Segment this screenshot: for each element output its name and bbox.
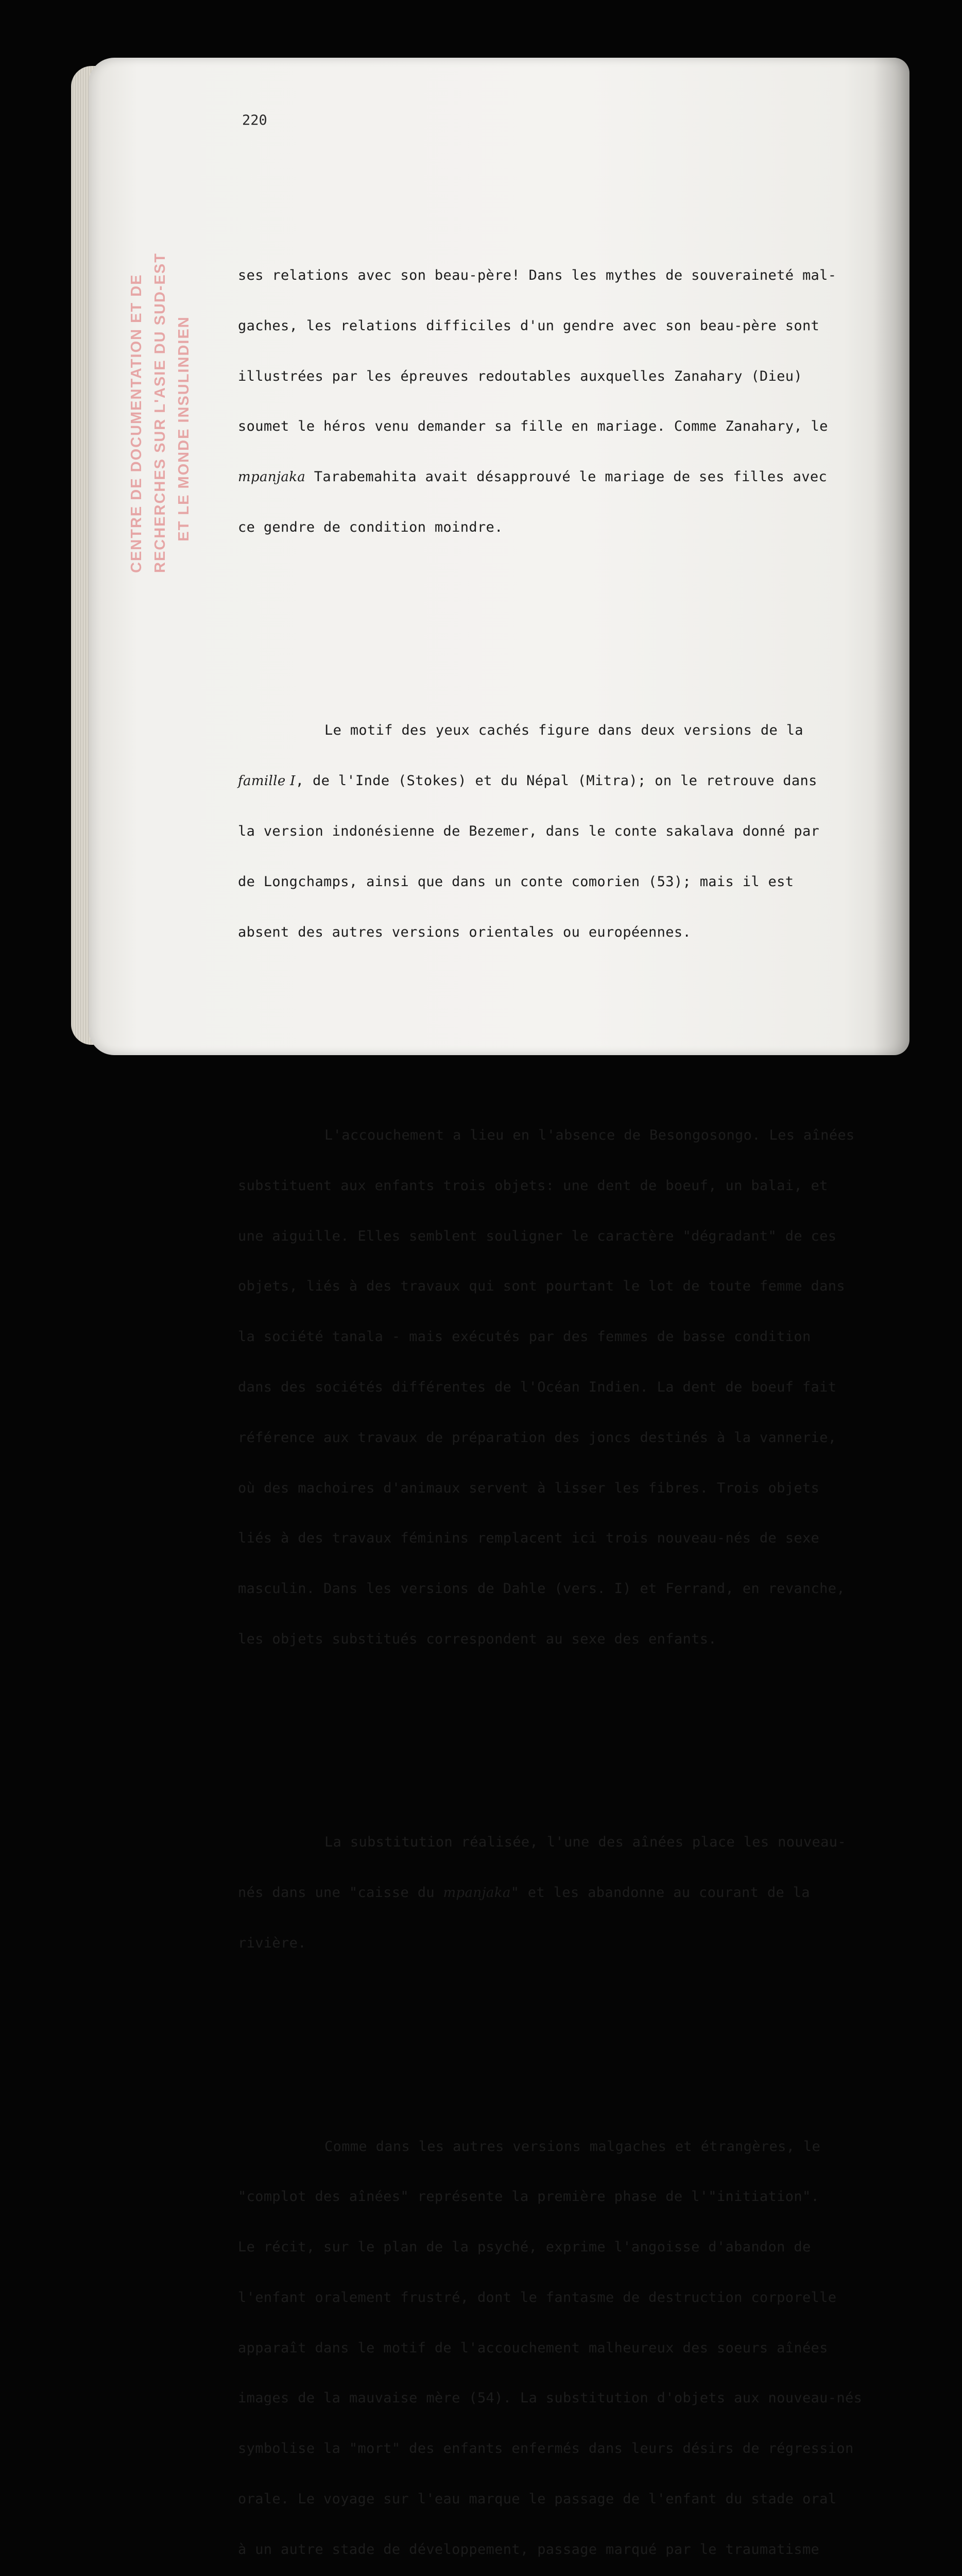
text-line: objets, liés à des travaux qui sont pourtant le lot de toute femme dans xyxy=(238,1278,845,1295)
italic-term: famille I xyxy=(238,773,296,789)
text-line xyxy=(238,469,882,486)
italic-term: mpanjaka xyxy=(238,469,306,485)
text-line: la version indonésienne de Bezemer, dans le conte sakalava donné par xyxy=(238,823,820,839)
stamp-line: ET LE MONDE INSULINDIEN xyxy=(176,316,192,541)
text-line: dans des sociétés différentes de l'Océan Indien. La dent de boeuf fait xyxy=(238,1379,837,1395)
paragraph xyxy=(238,1094,882,1682)
text-line: absent des autres versions orientales ou européennes. xyxy=(238,924,692,940)
text-line: images de la mauvaise mère (54). La substitution d'objets aux nouveau-nés xyxy=(238,2390,863,2406)
text-line: à un autre stade de développement, passage marqué par le traumatisme xyxy=(238,2541,820,2557)
text-line: gaches, les relations difficiles d'un gendre avec son beau-père sont xyxy=(238,317,820,334)
page-text xyxy=(238,183,882,2576)
text-span: , de l'Inde (Stokes) et du Népal (Mitra); on le retrouve dans xyxy=(295,773,817,789)
stamp-line: RECHERCHES SUR L'ASIE DU SUD-EST xyxy=(152,252,168,573)
text-line: Comme dans les autres versions malgaches et étrangères, le xyxy=(324,2138,821,2155)
text-line: de Longchamps, ainsi que dans un conte comorien (53); mais il est xyxy=(238,873,794,890)
text-line: Le récit, sur le plan de la psyché, exprime l'angoisse d'abandon de xyxy=(238,2239,811,2256)
text-line: liés à des travaux féminins remplacent ici trois nouveau-nés de sexe xyxy=(238,1530,820,1547)
paragraph xyxy=(238,2105,882,2576)
text-line: illustrées par les épreuves redoutables auxquelles Zanahary (Dieu) xyxy=(238,368,802,384)
text-line: orale. Le voyage sur l'eau marque le passage de l'enfant du stade oral xyxy=(238,2490,837,2507)
text-line: référence aux travaux de préparation des joncs destinés à la vannerie, xyxy=(238,1429,837,1446)
library-stamp xyxy=(125,252,228,573)
text-line: la société tanala - mais exécutés par des femmes de basse condition xyxy=(238,1329,811,1345)
italic-term: mpanjaka xyxy=(443,1885,511,1901)
text-line xyxy=(238,1885,882,1902)
paragraph xyxy=(238,689,882,974)
stamp-line: CENTRE DE DOCUMENTATION ET DE xyxy=(128,274,145,573)
text-span: " et les abandonne au courant de la xyxy=(510,1885,810,1901)
text-line: ce gendre de condition moindre. xyxy=(238,519,503,535)
paragraph xyxy=(238,1801,882,1986)
text-line: ses relations avec son beau-père! Dans les mythes de souveraineté mal- xyxy=(238,267,837,283)
text-line: une aiguille. Elles semblent souligner le caractère "dégradant" de ces xyxy=(238,1228,837,1244)
text-span: Tarabemahita avait désapprouvé le mariage de ses filles avec xyxy=(305,469,828,485)
text-line: apparaît dans le motif de l'accouchement malheureux des soeurs aînées xyxy=(238,2340,828,2356)
text-line: l'enfant oralement frustré, dont le fantasme de destruction corporelle xyxy=(238,2289,837,2306)
paragraph xyxy=(238,234,882,570)
text-line: où des machoires d'animaux servent à lisser les fibres. Trois objets xyxy=(238,1480,820,1496)
text-line: rivière. xyxy=(238,1935,306,1951)
page-number: 220 xyxy=(242,112,267,128)
text-span: nés dans une "caisse du xyxy=(238,1885,443,1901)
text-line: L'accouchement a lieu en l'absence de Besongosongo. Les aînées xyxy=(324,1127,855,1144)
text-line: symbolise la "mort" des enfants enfermés dans leurs désirs de régression xyxy=(238,2441,854,2457)
text-line xyxy=(238,773,882,790)
text-line: les objets substitués correspondent au sexe des enfants. xyxy=(238,1631,717,1647)
text-line: Le motif des yeux cachés figure dans deux versions de la xyxy=(324,722,803,739)
text-line: La substitution réalisée, l'une des aînées place les nouveau- xyxy=(324,1834,846,1851)
text-line: substituent aux enfants trois objets: une dent de boeuf, un balai, et xyxy=(238,1177,828,1194)
text-line: masculin. Dans les versions de Dahle (vers. I) et Ferrand, en revanche, xyxy=(238,1581,845,1597)
text-line: soumet le héros venu demander sa fille en mariage. Comme Zanahary, le xyxy=(238,418,828,435)
text-line: "complot des aînées" représente la première phase de l'"initiation". xyxy=(238,2189,820,2205)
